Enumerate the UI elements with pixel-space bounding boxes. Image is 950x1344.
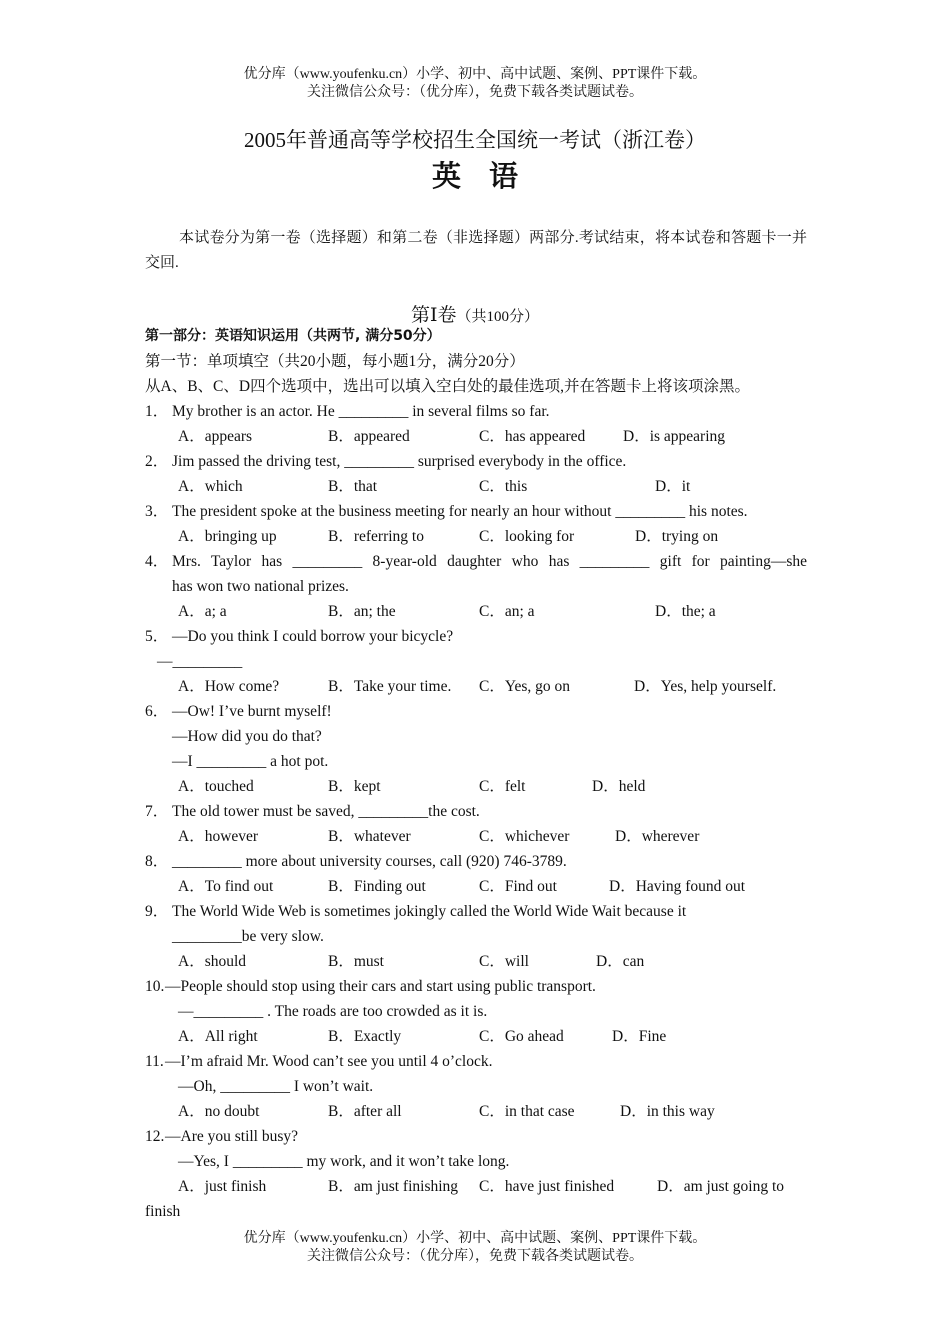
question-number: 6． xyxy=(145,703,169,720)
part-heading: 第一部分：英语知识运用（共两节, 满分50分） xyxy=(145,328,441,344)
options-9 xyxy=(145,949,807,974)
option-c[interactable]: C．Yes, go on xyxy=(479,678,571,695)
question-6 xyxy=(145,699,807,724)
options-7 xyxy=(145,824,807,849)
options-6 xyxy=(145,774,807,799)
option-d[interactable]: D．can xyxy=(596,953,645,970)
page-header xyxy=(0,66,950,102)
question-number: 9． xyxy=(145,903,169,920)
question-number: 3． xyxy=(145,503,169,520)
option-a[interactable]: A．All right xyxy=(178,1028,258,1045)
question-text: _________ more about university courses, call (920) 746-3789. xyxy=(172,853,567,870)
option-b[interactable]: B．Take your time. xyxy=(328,678,452,695)
option-a[interactable]: A．bringing up xyxy=(178,528,277,545)
option-c[interactable]: C．have just finished xyxy=(479,1178,615,1195)
options-10 xyxy=(145,1024,807,1049)
option-d[interactable]: D．held xyxy=(592,778,646,795)
option-c[interactable]: C．in that case xyxy=(479,1103,575,1120)
question-11 xyxy=(145,1049,807,1074)
question-1 xyxy=(145,399,807,424)
subject-title: 英语 xyxy=(431,161,546,193)
question-text: —Are you still busy? xyxy=(165,1128,299,1145)
option-b[interactable]: B．referring to xyxy=(328,528,424,545)
option-b[interactable]: B．am just finishing xyxy=(328,1178,459,1195)
header-line-2: 关注微信公众号：（优分库），免费下载各类试题试卷。 xyxy=(307,85,643,100)
options-4 xyxy=(145,599,807,624)
option-wrap: finish xyxy=(145,1203,181,1220)
footer-line-2: 关注微信公众号：（优分库），免费下载各类试题试卷。 xyxy=(307,1249,643,1264)
footer-line-1: 优分库（www.youfenku.cn）小学、初中、高中试题、案例、PPT课件下载。 xyxy=(243,1231,707,1246)
options-5 xyxy=(145,674,807,699)
option-b[interactable]: B．that xyxy=(328,478,378,495)
option-a[interactable]: A．no doubt xyxy=(178,1103,260,1120)
question-body xyxy=(145,324,807,1224)
option-c[interactable]: C．has appeared xyxy=(479,428,586,445)
option-a[interactable]: A．just finish xyxy=(178,1178,267,1195)
question-2 xyxy=(145,449,807,474)
option-d[interactable]: D．it xyxy=(655,478,691,495)
question-text: —Ow! I’ve burnt myself! xyxy=(172,703,332,720)
option-c[interactable]: C．Find out xyxy=(479,878,557,895)
question-number: 8． xyxy=(145,853,169,870)
option-a[interactable]: A．which xyxy=(178,478,243,495)
section-heading: 第一节：单项填空（共20小题，每小题1分，满分20分） xyxy=(145,353,525,370)
option-d[interactable]: D．wherever xyxy=(615,828,700,845)
question-text: —People should stop using their cars and start using public transport. xyxy=(165,978,596,995)
question-text: —Do you think I could borrow your bicycle? xyxy=(172,628,454,645)
question-number: 7． xyxy=(145,803,169,820)
option-b[interactable]: B．an; the xyxy=(328,603,396,620)
dialogue-line: —I _________ a hot pot. xyxy=(172,753,329,770)
option-b[interactable]: B．appeared xyxy=(328,428,410,445)
intro-paragraph: 本试卷分为第一卷（选择题）和第二卷（非选择题）两部分.考试结束，将本试卷和答题卡一并交回. xyxy=(145,230,807,271)
option-a[interactable]: A．a; a xyxy=(178,603,227,620)
question-text-continued: has won two national prizes. xyxy=(172,578,349,595)
options-12 xyxy=(145,1174,807,1199)
question-text: The World Wide Web is sometimes jokingly called the World Wide Wait because it xyxy=(172,903,687,920)
option-a[interactable]: A．however xyxy=(178,828,259,845)
option-a[interactable]: A．should xyxy=(178,953,247,970)
option-b[interactable]: B．Finding out xyxy=(328,878,426,895)
option-d[interactable]: D．the; a xyxy=(655,603,716,620)
question-text-continued: _________be very slow. xyxy=(172,928,324,945)
option-c[interactable]: C．this xyxy=(479,478,528,495)
option-d[interactable]: D．is appearing xyxy=(623,428,726,445)
option-c[interactable]: C．whichever xyxy=(479,828,570,845)
options-1 xyxy=(145,424,807,449)
question-number: 1． xyxy=(145,403,169,420)
question-number: 4． xyxy=(145,553,169,570)
question-9 xyxy=(145,899,807,924)
question-8 xyxy=(145,849,807,874)
question-text: Jim passed the driving test, _________ surprised everybody in the office. xyxy=(172,453,627,470)
option-c[interactable]: C．will xyxy=(479,953,529,970)
option-d[interactable]: D．Yes, help yourself. xyxy=(634,678,777,695)
question-10 xyxy=(145,974,807,999)
question-text: —I’m afraid Mr. Wood can’t see you until 4 o’clock. xyxy=(165,1053,493,1070)
dialogue-line: —Yes, I _________ my work, and it won’t take long. xyxy=(178,1153,510,1170)
volume-title: 第Ⅰ卷 xyxy=(410,305,457,326)
volume-heading xyxy=(0,300,950,327)
option-b[interactable]: B．Exactly xyxy=(328,1028,402,1045)
option-c[interactable]: C．an; a xyxy=(479,603,535,620)
options-8 xyxy=(145,874,807,899)
dialogue-line: —Oh, _________ I won’t wait. xyxy=(178,1078,374,1095)
question-3 xyxy=(145,499,807,524)
question-number: 12. xyxy=(145,1128,165,1145)
question-text: The president spoke at the business meeting for nearly an hour without _________ his notes. xyxy=(172,503,748,520)
instruction: 从A、B、C、D四个选项中，选出可以填入空白处的最佳选项,并在答题卡上将该项涂黑。 xyxy=(145,378,750,395)
question-7 xyxy=(145,799,807,824)
option-a[interactable]: A．touched xyxy=(178,778,254,795)
options-11 xyxy=(145,1099,807,1124)
page-footer xyxy=(0,1230,950,1266)
dialogue-line: —How did you do that? xyxy=(172,728,322,745)
option-b[interactable]: B．whatever xyxy=(328,828,411,845)
volume-score: （共100分） xyxy=(456,309,540,325)
question-5 xyxy=(145,624,807,649)
question-number: 2． xyxy=(145,453,169,470)
question-text: My brother is an actor. He _________ in several films so far. xyxy=(172,403,550,420)
options-3 xyxy=(145,524,807,549)
option-c[interactable]: C．Go ahead xyxy=(479,1028,564,1045)
option-d[interactable]: D．am just going to xyxy=(657,1178,785,1195)
option-d[interactable]: D．Having found out xyxy=(609,878,746,895)
option-b[interactable]: B．must xyxy=(328,953,384,970)
option-c[interactable]: C．felt xyxy=(479,778,526,795)
question-4 xyxy=(145,549,807,574)
question-number: 10. xyxy=(145,978,165,995)
question-text: Mrs. Taylor has _________ 8-year-old daughter who has _________ gift for painting—she xyxy=(172,553,807,570)
option-a[interactable]: A．How come? xyxy=(178,678,280,695)
option-b[interactable]: B．after all xyxy=(328,1103,402,1120)
question-number: 5． xyxy=(145,628,169,645)
option-d[interactable]: D．Fine xyxy=(612,1028,667,1045)
options-2 xyxy=(145,474,807,499)
option-d[interactable]: D．in this way xyxy=(620,1103,715,1120)
option-c[interactable]: C．looking for xyxy=(479,528,575,545)
option-a[interactable]: A．appears xyxy=(178,428,253,445)
question-12 xyxy=(145,1124,807,1149)
answer-line: —_________ xyxy=(157,653,243,670)
option-a[interactable]: A．To find out xyxy=(178,878,274,895)
option-d[interactable]: D．trying on xyxy=(635,528,719,545)
exam-title: 2005年普通高等学校招生全国统一考试（浙江卷） xyxy=(244,128,706,152)
dialogue-line: —_________ . The roads are too crowded as it is. xyxy=(178,1003,488,1020)
option-b[interactable]: B．kept xyxy=(328,778,381,795)
question-number: 11. xyxy=(145,1053,164,1070)
header-line-1: 优分库（www.youfenku.cn）小学、初中、高中试题、案例、PPT课件下载。 xyxy=(243,67,707,82)
question-text: The old tower must be saved, _________the cost. xyxy=(172,803,480,820)
